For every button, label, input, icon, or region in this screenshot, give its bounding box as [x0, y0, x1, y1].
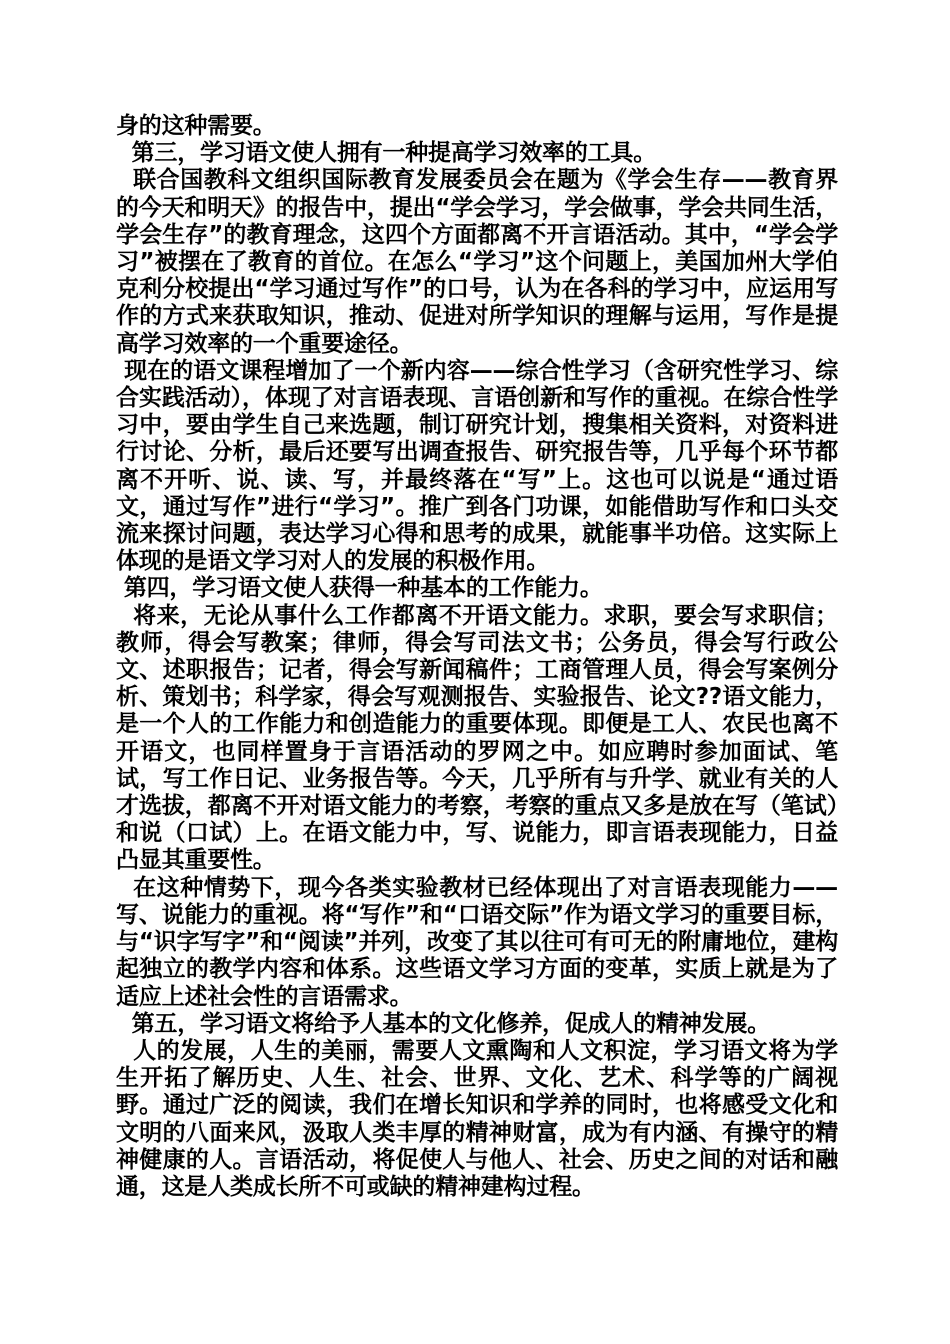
paragraph-continuation: 身的这种需要。	[116, 113, 276, 139]
body-text	[116, 113, 838, 1201]
paragraph-cultural-cultivation: 人的发展，人生的美丽，需要人文熏陶和人文积淀，学习语文将为学生开拓了解历史、人生、社会、世界、文化、艺术、科学等的广阔视野。通过广泛的阅读，我们在增长知识和学养的同时，也将感受文化和文明的八面来风，汲取人类丰厚的精神财富，成为有内涵、有操守的精神健康的人。言语活动，将促使人与他人、社会、历史之间的对话和融通，这是人类成长所不可或缺的精神建构过程。	[116, 1037, 838, 1200]
paragraph-integrated-learning: 现在的语文课程增加了一个新内容——综合性学习（含研究性学习、综合实践活动），体现了对言语表现、言语创新和写作的重视。在综合性学习中，要由学生自己来选题，制订研究计划，搜集相关资料，对资料进行讨论、分析，最后还要写出调查报告、研究报告等，几乎每个环节都离不开听、说、读、写，并最终落在“写”上。这也可以说是“通过语文，通过写作”进行“学习”。推广到各门功课，如能借助写作和口头交流来探讨问题，表达学习心得和思考的成果，就能事半功倍。这实际上体现的是语文学习对人的发展的积极作用。	[116, 357, 838, 575]
paragraph-unesco-report: 联合国教科文组织国际教育发展委员会在题为《学会生存——教育界的今天和明天》的报告中，提出“学会学习，学会做事，学会共同生活，学会生存”的教育理念，这四个方面都离不开言语活动。其中，“学会学习”被摆在了教育的首位。在怎么“学习”这个问题上，美国加州大学伯克利分校提出“学习通过写作”的口号，认为在各科的学习中，应运用写作的方式来获取知识，推动、促进对所学知识的理解与运用，写作是提高学习效率的一个重要途径。	[116, 167, 838, 357]
paragraph-point-five-heading: 第五，学习语文将给予人基本的文化修养，促成人的精神发展。	[116, 1010, 771, 1037]
paragraph-point-four-heading: 第四，学习语文使人获得一种基本的工作能力。	[116, 575, 603, 602]
paragraph-textbook-reform: 在这种情势下，现今各类实验教材已经体现出了对言语表现能力——写、说能力的重视。将“写作”和“口语交际”作为语文学习的重要目标，与“识字写字”和“阅读”并列，改变了其以往可有可无的附庸地位，建构起独立的教学内容和体系。这些语文学习方面的变革，实质上就是为了适应上述社会性的言语需求。	[116, 874, 838, 1010]
paragraph-work-ability: 将来，无论从事什么工作都离不开语文能力。求职，要会写求职信；教师，得会写教案；律师，得会写司法文书；公务员，得会写行政公文、述职报告；记者，得会写新闻稿件；工商管理人员，得会写案例分析、策划书；科学家，得会写观测报告、实验报告、论文??语文能力，是一个人的工作能力和创造能力的重要体现。即便是工人、农民也离不开语文，也同样置身于言语活动的罗网之中。如应聘时参加面试、笔试，写工作日记、业务报告等。今天，几乎所有与升学、就业有关的人才选拔，都离不开对语文能力的考察，考察的重点又多是放在写（笔试）和说（口试）上。在语文能力中，写、说能力，即言语表现能力，日益凸显其重要性。	[116, 602, 838, 874]
paragraph-point-three-heading: 第三，学习语文使人拥有一种提高学习效率的工具。	[116, 140, 657, 167]
